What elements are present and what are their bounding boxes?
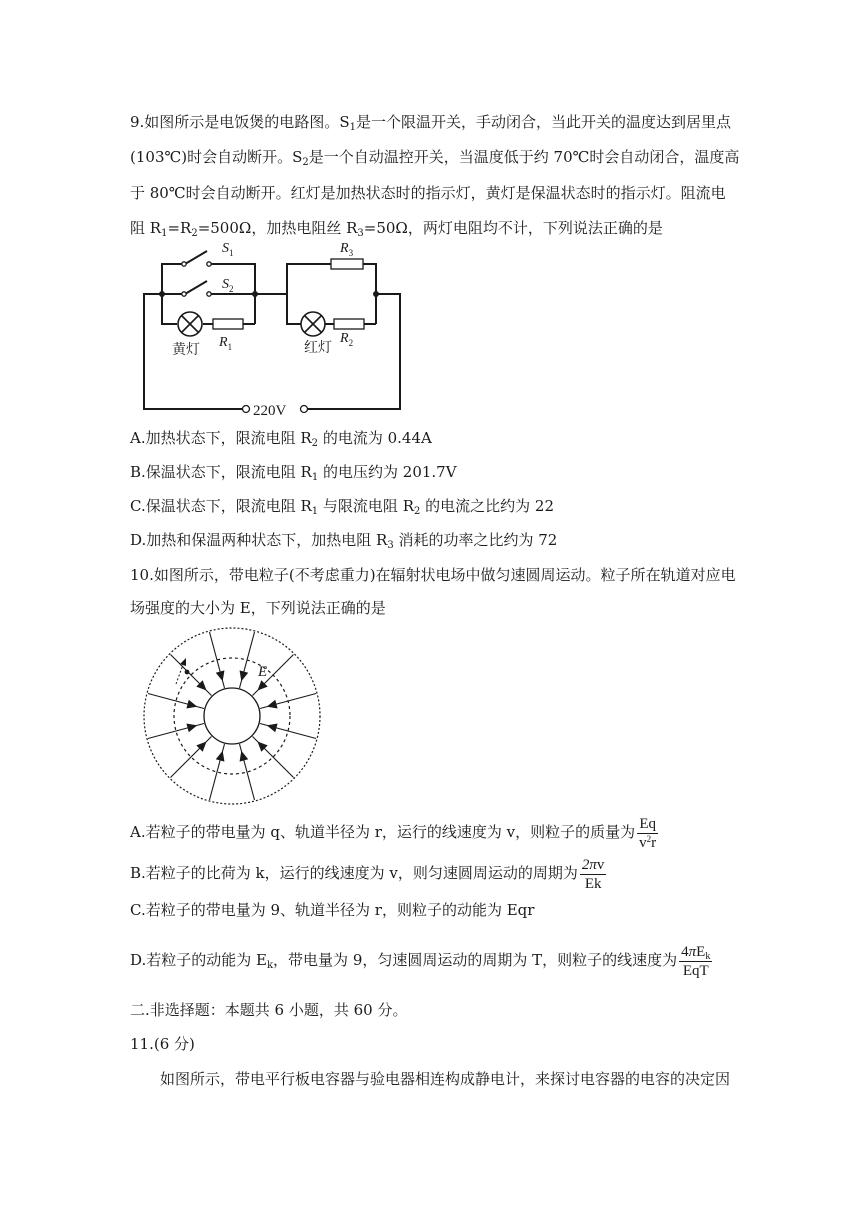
rice-cooker-circuit-diagram	[138, 236, 408, 420]
q9-option-c: C.保温状态下，限流电阻 $R_1$ 与限流电阻 $R_2$ 的电流之比约为 22	[130, 497, 554, 517]
svg-text:R2: $R_2$	[340, 331, 354, 348]
q9-option-d: D.加热和保温两种状态下，加热电阻 $R_3$ 消耗的功率之比约为 72	[130, 531, 558, 551]
field-arrowhead	[240, 670, 249, 681]
yellow-lamp-label: 黄灯	[172, 342, 200, 358]
q11-stem-line-1: 如图所示，带电平行板电容器与验电器相连构成静电计，来探讨电容器的电容的决定因	[160, 1070, 731, 1088]
field-arrowhead	[186, 724, 197, 733]
radial-electric-field-diagram	[142, 626, 324, 808]
red-lamp-label: 红灯	[304, 340, 332, 356]
mass-fraction: $\frac{Eq}{v^2r}$	[639, 815, 657, 851]
field-arrowhead	[267, 724, 278, 733]
q10-option-b: B.若粒子的比荷为 k，运行的线速度为 v，则匀速圆周运动的周期为 $\frac{2\pi v}{Ek}$	[130, 856, 605, 892]
q10-option-a: A.若粒子的带电量为 q、轨道半径为 r，运行的线速度为 v，则粒子的质量为 $\frac{Eq}{v^2r}$	[130, 815, 657, 851]
q9-stem-line-2: (103℃)时会自动断开。$S_2$是一个自动温控开关，当温度低于约 70℃时会自动闭合，温度高	[130, 148, 740, 168]
voltage-label: 220V	[253, 403, 287, 419]
q10-stem-line-1: 10.如图所示，带电粒子(不考虑重力)在辐射状电场中做匀速圆周运动。粒子所在轨道对应电	[130, 566, 736, 584]
field-strength-label: E	[258, 664, 268, 680]
q9-stem-line-3: 于 80℃时会自动断开。红灯是加热状态时的指示灯，黄灯是保温状态时的指示灯。阻流电	[130, 184, 726, 202]
field-arrowhead	[267, 700, 278, 709]
svg-text:S2: $S_2$	[222, 277, 234, 294]
q11-title: 11.(6 分)	[130, 1035, 195, 1053]
svg-text:R1: $R_1$	[219, 335, 233, 352]
q10-option-d: D.若粒子的动能为 $E_k$，带电量为 9，匀速圆周运动的周期为 T，则粒子的线速度为 $\frac{4\pi E_k}{\text{EqT}}$	[130, 943, 711, 979]
q10-stem-line-2: 场强度的大小为 E，下列说法正确的是	[130, 599, 386, 617]
svg-text:S1: $S_1$	[222, 241, 234, 258]
period-fraction: $\frac{2\pi v}{Ek}$	[581, 856, 605, 892]
field-arrowhead	[186, 700, 197, 709]
q9-stem-line-1: 9.如图所示是电饭煲的电路图。$S_1$是一个限温开关，手动闭合，当此开关的温度达到居里点	[130, 113, 731, 133]
part2-heading: 二.非选择题：本题共 6 小题，共 60 分。	[130, 1001, 408, 1019]
q9-option-a: A.加热状态下，限流电阻 $R_2$ 的电流为 0.44A	[130, 429, 432, 449]
charged-particle	[185, 670, 190, 675]
field-arrowhead	[216, 670, 225, 681]
field-arrowhead	[240, 751, 249, 762]
field-arrowhead	[216, 751, 225, 762]
q10-option-c: C.若粒子的带电量为 9、轨道半径为 r，则粒子的动能为 Eqr	[130, 901, 535, 919]
q9-option-b: B.保温状态下，限流电阻 $R_1$ 的电压约为 201.7V	[130, 463, 457, 483]
svg-text:R3: $R_3$	[340, 241, 354, 258]
velocity-fraction: $\frac{4\pi E_k}{\text{EqT}}$	[681, 943, 711, 979]
q9-stem-line-4: 阻 $R_1=R_2=500\Omega$，加热电阻丝 $R_3=50\Omega$，两灯电阻均不计，下列说法正确的是	[130, 219, 663, 239]
